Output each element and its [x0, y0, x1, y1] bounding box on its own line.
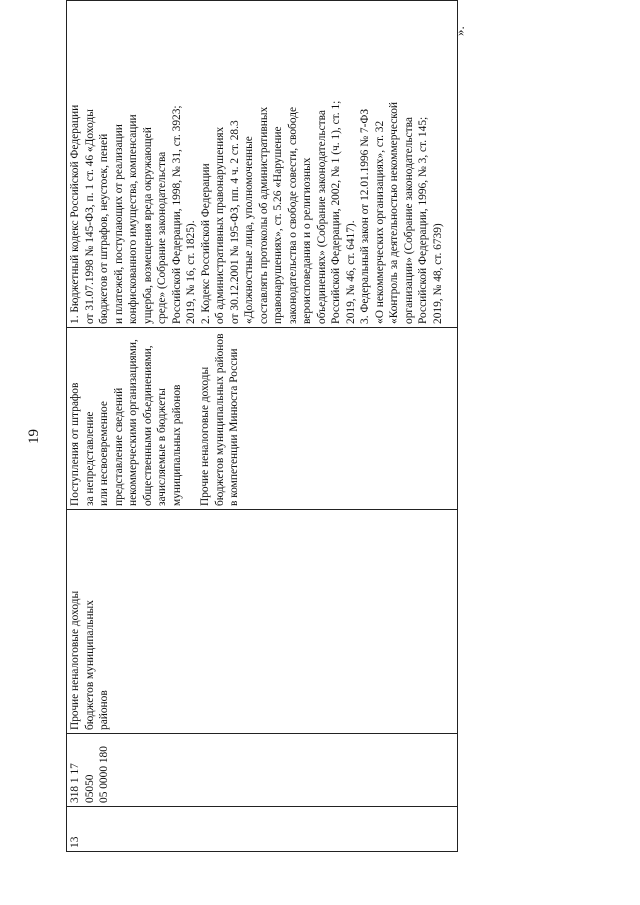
- page-number: 19: [26, 429, 42, 444]
- revenue-description: [67, 328, 458, 510]
- description-item: Поступления от штрафов за непредставление или несвоевременное представление сведений некоммерческими организациями, общественными объединениями, зачисляемые в бюджеты муниципальных районов: [69, 339, 183, 506]
- classification-code: 318 1 17 05050 05 0000 180: [67, 734, 458, 807]
- revenue-name: Прочие неналоговые доходы бюджетов муниципальных районов: [67, 510, 458, 734]
- revenue-table: [66, 0, 458, 852]
- row-number: 13: [67, 807, 458, 852]
- rotated-content: [26, 26, 467, 852]
- description-item: Прочие неналоговые доходы бюджетов муниципальных районов в компетенции Минюста России: [199, 333, 240, 506]
- table-row: [67, 1, 458, 852]
- closing-quote: ».: [452, 26, 467, 36]
- legal-basis: 1. Бюджетный кодекс Российской Федерации от 31.07.1998 № 145-ФЗ, п. 1 ст. 46 «Доходы бюджетов от штрафов, неустоек, пеней и платежей, поступающих от реализации конфискованного имущества, компенсации ущерба, возмещения вреда окружающей среде» (Собрание законодательства Российской Федерации, 1998, № 31, ст. 3923; 2019, № 16, ст. 1825). 2. Кодекс Российской Федерации об административных правонарушениях от 30.12.2001 № 195-ФЗ, пп. 4 ч. 2 ст. 28.3 «Должностные лица, уполномоченные составлять протоколы об административных правонарушениях», ст. 5.26 «Нарушение законодательства о свободе совести, свободе вероисповедания и о религиозных объединениях» (Собрание законодательства Российской Федерации, 2002, № 1 (ч. 1), ст. 1; 2019, № 46, ст. 6417). 3. Федеральный закон от 12.01.1996 № 7-ФЗ «О некоммерческих организациях», ст. 32 «Контроль за деятельностью некоммерческой организации» (Собрание законодательства Российской Федерации, 1996, № 3, ст. 145; 2019, № 48, ст. 6739): [67, 1, 458, 328]
